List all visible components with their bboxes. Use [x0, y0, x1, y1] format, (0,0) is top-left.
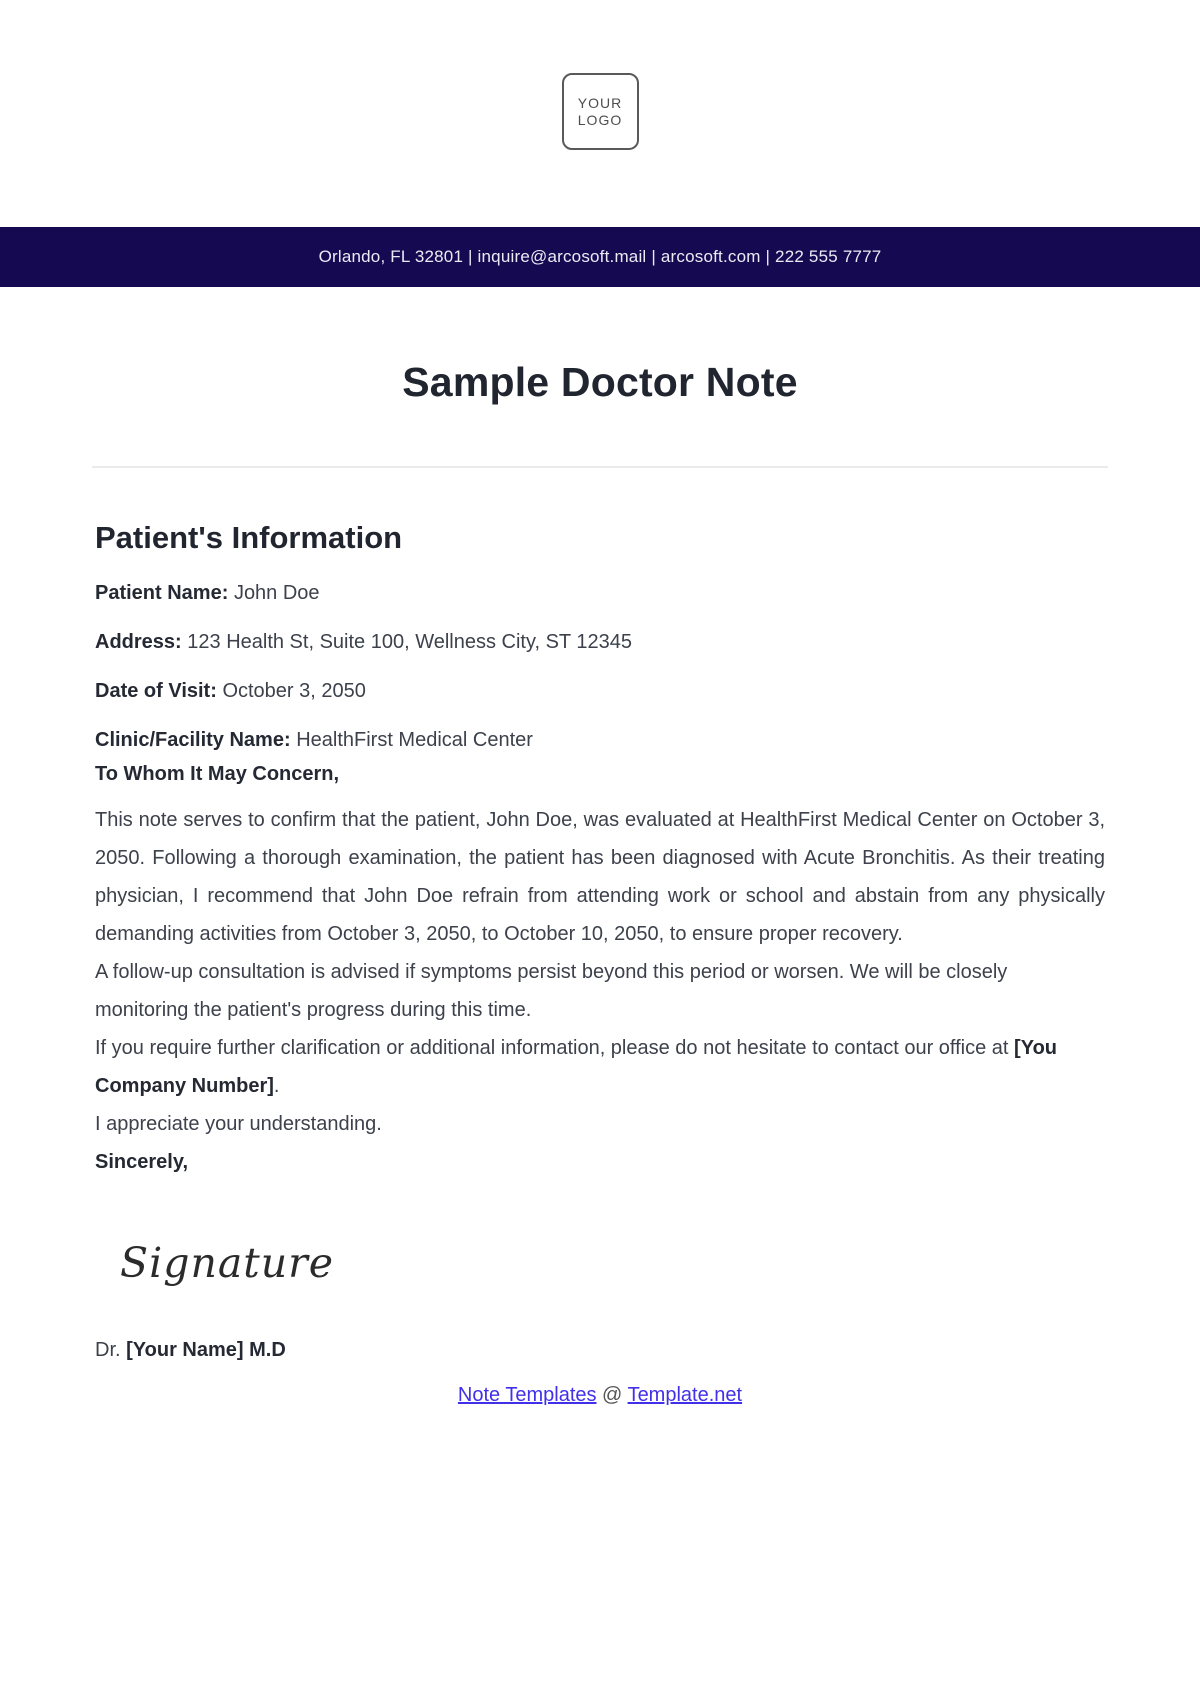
signature-script: Signature — [120, 1239, 335, 1287]
doctor-name-placeholder: [Your Name] M.D — [126, 1339, 286, 1361]
closing-sincerely: Sincerely, — [95, 1151, 189, 1173]
contact-info-bar — [0, 227, 1200, 287]
doctor-prefix: Dr. — [95, 1339, 127, 1361]
letter-body — [95, 801, 1105, 1181]
contact-info-text: Orlando, FL 32801 | inquire@arcosoft.mail | arcosoft.com | 222 555 7777 — [318, 247, 882, 266]
patient-information-heading: Patient's Information — [95, 520, 403, 555]
address-row — [95, 631, 1105, 654]
address-value: 123 Health St, Suite 100, Wellness City, ST 12345 — [187, 631, 632, 653]
doctor-name-line — [95, 1339, 1105, 1362]
company-number-placeholder: [You Company Number] — [95, 1037, 1057, 1097]
document-title: Sample Doctor Note — [402, 359, 798, 405]
patient-name-label: Patient Name: — [95, 582, 229, 604]
clinic-name-value: HealthFirst Medical Center — [296, 729, 533, 751]
clinic-name-row — [95, 729, 1105, 752]
title-divider — [92, 466, 1108, 468]
note-templates-link[interactable]: Note Templates — [457, 1384, 597, 1406]
salutation: To Whom It May Concern, — [95, 763, 340, 785]
footer-at-separator: @ — [596, 1384, 628, 1406]
date-of-visit-label: Date of Visit: — [95, 680, 217, 702]
company-logo — [562, 73, 639, 150]
document-body — [0, 520, 1200, 1362]
paragraph-contact-period: . — [273, 1075, 280, 1097]
paragraph-follow-up: A follow-up consultation is advised if symptoms persist beyond this period or worsen. We will be closely monitoring the patient's progress during this time. — [95, 961, 1008, 1021]
template-net-link[interactable]: Template.net — [627, 1384, 743, 1406]
patient-name-value: John Doe — [233, 582, 320, 604]
paragraph-contact — [95, 1029, 1105, 1105]
date-of-visit-row — [95, 680, 1105, 703]
clinic-name-label: Clinic/Facility Name: — [95, 729, 291, 751]
patient-name-row — [95, 582, 1105, 605]
paragraph-appreciation: I appreciate your understanding. — [95, 1113, 382, 1135]
date-of-visit-value: October 3, 2050 — [222, 680, 366, 702]
logo-text-line1: YOUR — [577, 94, 623, 111]
logo-text-line2: LOGO — [577, 111, 623, 128]
address-label: Address: — [95, 631, 182, 653]
paragraph-contact-text: If you require further clarification or additional information, please do not hesitate to contact our office at — [95, 1037, 1015, 1059]
paragraph-diagnosis: This note serves to confirm that the patient, John Doe, was evaluated at HealthFirst Medical Center on October 3, 2050. Following a thorough examination, the patient has been diagnosed with Acute Bronchitis. As their treating physician, I recommend that John Doe refrain from attending work or school and abstain from any physically demanding activities from October 3, 2050, to October 10, 2050, to ensure proper recovery. — [95, 809, 1105, 945]
footer-credit — [0, 1384, 1200, 1407]
